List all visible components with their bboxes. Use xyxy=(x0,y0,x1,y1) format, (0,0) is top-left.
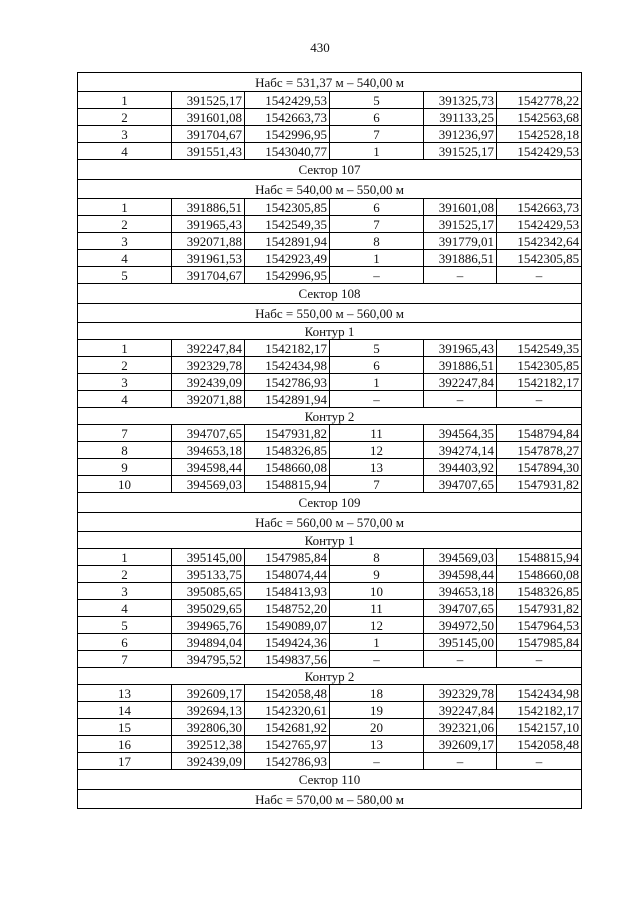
x-coordinate-cell: 394707,65 xyxy=(424,600,497,617)
point-number-cell: 7 xyxy=(78,425,172,442)
y-coordinate-cell: 1542786,93 xyxy=(245,374,330,391)
contour-heading-row xyxy=(78,668,582,685)
x-coordinate-cell: 394653,18 xyxy=(172,442,245,459)
point-number-cell: 1 xyxy=(330,250,424,267)
point-number-cell: 7 xyxy=(330,216,424,233)
table-row xyxy=(78,92,582,109)
coordinates-table xyxy=(77,72,582,809)
x-coordinate-cell: 391965,43 xyxy=(424,340,497,357)
point-number-cell: 8 xyxy=(78,442,172,459)
y-coordinate-cell: 1547964,53 xyxy=(497,617,582,634)
point-number-cell: 18 xyxy=(330,685,424,702)
y-coordinate-cell: 1542765,97 xyxy=(245,736,330,753)
table-row xyxy=(78,634,582,651)
contour-title: Контур 2 xyxy=(78,408,582,425)
y-coordinate-cell: 1547878,27 xyxy=(497,442,582,459)
y-coordinate-cell: 1542996,95 xyxy=(245,126,330,143)
y-coordinate-cell: 1542786,93 xyxy=(245,753,330,770)
y-coordinate-cell: 1542996,95 xyxy=(245,267,330,284)
table-row xyxy=(78,736,582,753)
y-coordinate-cell: 1542663,73 xyxy=(497,199,582,216)
x-coordinate-cell: 394707,65 xyxy=(172,425,245,442)
x-coordinate-cell: 395145,00 xyxy=(172,549,245,566)
x-coordinate-cell: 392247,84 xyxy=(172,340,245,357)
y-coordinate-cell: 1542157,10 xyxy=(497,719,582,736)
x-coordinate-cell: 392247,84 xyxy=(424,702,497,719)
x-coordinate-cell: 392806,30 xyxy=(172,719,245,736)
sector-heading-row xyxy=(78,770,582,790)
table-row xyxy=(78,702,582,719)
table-row xyxy=(78,199,582,216)
sector-heading-row xyxy=(78,493,582,513)
point-number-cell: 3 xyxy=(78,126,172,143)
x-coordinate-cell: 391236,97 xyxy=(424,126,497,143)
y-coordinate-cell: 1548794,84 xyxy=(497,425,582,442)
point-number-cell: 6 xyxy=(330,357,424,374)
altitude-range-label: Набс = 531,37 м – 540,00 м xyxy=(78,73,582,92)
y-coordinate-cell: 1548660,08 xyxy=(245,459,330,476)
x-coordinate-cell: 392609,17 xyxy=(172,685,245,702)
y-coordinate-cell: 1547985,84 xyxy=(497,634,582,651)
point-number-cell: 17 xyxy=(78,753,172,770)
point-number-cell: 12 xyxy=(330,617,424,634)
x-coordinate-cell: 391325,73 xyxy=(424,92,497,109)
x-coordinate-cell: 394894,04 xyxy=(172,634,245,651)
contour-title: Контур 1 xyxy=(78,532,582,549)
x-coordinate-cell: 394795,52 xyxy=(172,651,245,668)
point-number-cell: 1 xyxy=(330,374,424,391)
y-coordinate-cell: 1548326,85 xyxy=(497,583,582,600)
altitude-range-row xyxy=(78,304,582,323)
table-row xyxy=(78,600,582,617)
x-coordinate-cell: 391886,51 xyxy=(424,357,497,374)
point-number-cell: 10 xyxy=(330,583,424,600)
x-coordinate-cell: 394965,76 xyxy=(172,617,245,634)
point-number-cell: – xyxy=(330,651,424,668)
x-coordinate-cell: 395085,65 xyxy=(172,583,245,600)
table-row xyxy=(78,340,582,357)
y-coordinate-cell: 1547985,84 xyxy=(245,549,330,566)
point-number-cell: 4 xyxy=(78,250,172,267)
x-coordinate-cell: 392609,17 xyxy=(424,736,497,753)
x-coordinate-cell: 391779,01 xyxy=(424,233,497,250)
x-coordinate-cell: 391551,43 xyxy=(172,143,245,160)
x-coordinate-cell: 392329,78 xyxy=(172,357,245,374)
y-coordinate-cell: 1542429,53 xyxy=(245,92,330,109)
sector-heading-row xyxy=(78,284,582,304)
point-number-cell: – xyxy=(330,391,424,408)
point-number-cell: 1 xyxy=(78,199,172,216)
y-coordinate-cell: 1542305,85 xyxy=(245,199,330,216)
x-coordinate-cell: – xyxy=(424,267,497,284)
x-coordinate-cell: 394569,03 xyxy=(172,476,245,493)
y-coordinate-cell: 1547931,82 xyxy=(497,476,582,493)
y-coordinate-cell: 1548413,93 xyxy=(245,583,330,600)
point-number-cell: 7 xyxy=(78,651,172,668)
table-row xyxy=(78,476,582,493)
x-coordinate-cell: 392071,88 xyxy=(172,233,245,250)
point-number-cell: – xyxy=(330,753,424,770)
table-row xyxy=(78,216,582,233)
y-coordinate-cell: 1549089,07 xyxy=(245,617,330,634)
point-number-cell: 4 xyxy=(78,143,172,160)
point-number-cell: 2 xyxy=(78,216,172,233)
y-coordinate-cell: 1542182,17 xyxy=(245,340,330,357)
y-coordinate-cell: 1547894,30 xyxy=(497,459,582,476)
x-coordinate-cell: – xyxy=(424,391,497,408)
table-row xyxy=(78,685,582,702)
y-coordinate-cell: 1548815,94 xyxy=(245,476,330,493)
altitude-range-row xyxy=(78,513,582,532)
table-row xyxy=(78,583,582,600)
table-row xyxy=(78,442,582,459)
point-number-cell: 1 xyxy=(78,549,172,566)
x-coordinate-cell: 395145,00 xyxy=(424,634,497,651)
table-row xyxy=(78,651,582,668)
point-number-cell: 4 xyxy=(78,600,172,617)
point-number-cell: 1 xyxy=(78,92,172,109)
y-coordinate-cell: 1542663,73 xyxy=(245,109,330,126)
table-row xyxy=(78,617,582,634)
y-coordinate-cell: 1548074,44 xyxy=(245,566,330,583)
x-coordinate-cell: 392247,84 xyxy=(424,374,497,391)
table-row xyxy=(78,549,582,566)
point-number-cell: 1 xyxy=(330,634,424,651)
point-number-cell: 14 xyxy=(78,702,172,719)
y-coordinate-cell: – xyxy=(497,267,582,284)
sector-title: Сектор 107 xyxy=(78,160,582,180)
point-number-cell: 1 xyxy=(78,340,172,357)
x-coordinate-cell: 391961,53 xyxy=(172,250,245,267)
point-number-cell: 6 xyxy=(78,634,172,651)
y-coordinate-cell: 1547931,82 xyxy=(497,600,582,617)
y-coordinate-cell: 1548815,94 xyxy=(497,549,582,566)
x-coordinate-cell: 395133,75 xyxy=(172,566,245,583)
x-coordinate-cell: 394403,92 xyxy=(424,459,497,476)
point-number-cell: 3 xyxy=(78,233,172,250)
x-coordinate-cell: – xyxy=(424,651,497,668)
point-number-cell: 13 xyxy=(330,459,424,476)
x-coordinate-cell: 395029,65 xyxy=(172,600,245,617)
point-number-cell: 2 xyxy=(78,109,172,126)
y-coordinate-cell: 1542429,53 xyxy=(497,143,582,160)
table-row xyxy=(78,459,582,476)
x-coordinate-cell: 391525,17 xyxy=(424,216,497,233)
altitude-range-label: Набс = 560,00 м – 570,00 м xyxy=(78,513,582,532)
y-coordinate-cell: 1542182,17 xyxy=(497,374,582,391)
y-coordinate-cell: 1542434,98 xyxy=(245,357,330,374)
table-row xyxy=(78,719,582,736)
x-coordinate-cell: – xyxy=(424,753,497,770)
point-number-cell: 11 xyxy=(330,425,424,442)
y-coordinate-cell: 1542305,85 xyxy=(497,250,582,267)
y-coordinate-cell: 1542528,18 xyxy=(497,126,582,143)
x-coordinate-cell: 391525,17 xyxy=(424,143,497,160)
x-coordinate-cell: 391601,08 xyxy=(172,109,245,126)
contour-heading-row xyxy=(78,408,582,425)
altitude-range-row xyxy=(78,790,582,809)
y-coordinate-cell: 1542891,94 xyxy=(245,233,330,250)
table-row xyxy=(78,425,582,442)
x-coordinate-cell: 392071,88 xyxy=(172,391,245,408)
x-coordinate-cell: 394598,44 xyxy=(172,459,245,476)
x-coordinate-cell: 391525,17 xyxy=(172,92,245,109)
point-number-cell: 19 xyxy=(330,702,424,719)
point-number-cell: 10 xyxy=(78,476,172,493)
point-number-cell: 2 xyxy=(78,566,172,583)
point-number-cell: 6 xyxy=(330,109,424,126)
table-row xyxy=(78,753,582,770)
y-coordinate-cell: 1549837,56 xyxy=(245,651,330,668)
point-number-cell: 7 xyxy=(330,476,424,493)
table-row xyxy=(78,233,582,250)
y-coordinate-cell: 1542891,94 xyxy=(245,391,330,408)
table-row xyxy=(78,391,582,408)
y-coordinate-cell: 1542681,92 xyxy=(245,719,330,736)
y-coordinate-cell: 1542305,85 xyxy=(497,357,582,374)
point-number-cell: 12 xyxy=(330,442,424,459)
point-number-cell: 5 xyxy=(330,92,424,109)
x-coordinate-cell: 392329,78 xyxy=(424,685,497,702)
point-number-cell: 7 xyxy=(330,126,424,143)
point-number-cell: 13 xyxy=(330,736,424,753)
altitude-range-row xyxy=(78,180,582,199)
point-number-cell: 13 xyxy=(78,685,172,702)
x-coordinate-cell: 392321,06 xyxy=(424,719,497,736)
y-coordinate-cell: 1542182,17 xyxy=(497,702,582,719)
y-coordinate-cell: 1542434,98 xyxy=(497,685,582,702)
x-coordinate-cell: 394653,18 xyxy=(424,583,497,600)
y-coordinate-cell: 1548326,85 xyxy=(245,442,330,459)
y-coordinate-cell: 1542563,68 xyxy=(497,109,582,126)
x-coordinate-cell: 391704,67 xyxy=(172,126,245,143)
altitude-range-label: Набс = 550,00 м – 560,00 м xyxy=(78,304,582,323)
x-coordinate-cell: 394569,03 xyxy=(424,549,497,566)
x-coordinate-cell: 391965,43 xyxy=(172,216,245,233)
x-coordinate-cell: 392439,09 xyxy=(172,753,245,770)
point-number-cell: 9 xyxy=(330,566,424,583)
altitude-range-row xyxy=(78,73,582,92)
point-number-cell: 5 xyxy=(78,267,172,284)
x-coordinate-cell: 394598,44 xyxy=(424,566,497,583)
table-row xyxy=(78,566,582,583)
y-coordinate-cell: – xyxy=(497,753,582,770)
point-number-cell: – xyxy=(330,267,424,284)
sector-title: Сектор 109 xyxy=(78,493,582,513)
y-coordinate-cell: 1542058,48 xyxy=(245,685,330,702)
altitude-range-label: Набс = 540,00 м – 550,00 м xyxy=(78,180,582,199)
y-coordinate-cell: 1542342,64 xyxy=(497,233,582,250)
table-row xyxy=(78,267,582,284)
x-coordinate-cell: 394274,14 xyxy=(424,442,497,459)
point-number-cell: 15 xyxy=(78,719,172,736)
point-number-cell: 8 xyxy=(330,549,424,566)
y-coordinate-cell: – xyxy=(497,391,582,408)
point-number-cell: 16 xyxy=(78,736,172,753)
table-row xyxy=(78,374,582,391)
table-row xyxy=(78,250,582,267)
table-row xyxy=(78,126,582,143)
x-coordinate-cell: 394707,65 xyxy=(424,476,497,493)
sector-heading-row xyxy=(78,160,582,180)
y-coordinate-cell: 1542429,53 xyxy=(497,216,582,233)
point-number-cell: 11 xyxy=(330,600,424,617)
altitude-range-label: Набс = 570,00 м – 580,00 м xyxy=(78,790,582,809)
y-coordinate-cell: 1548752,20 xyxy=(245,600,330,617)
point-number-cell: 3 xyxy=(78,583,172,600)
table-row xyxy=(78,357,582,374)
x-coordinate-cell: 391886,51 xyxy=(424,250,497,267)
x-coordinate-cell: 392512,38 xyxy=(172,736,245,753)
x-coordinate-cell: 391601,08 xyxy=(424,199,497,216)
x-coordinate-cell: 392694,13 xyxy=(172,702,245,719)
x-coordinate-cell: 392439,09 xyxy=(172,374,245,391)
y-coordinate-cell: 1548660,08 xyxy=(497,566,582,583)
contour-heading-row xyxy=(78,323,582,340)
point-number-cell: 5 xyxy=(78,617,172,634)
contour-title: Контур 2 xyxy=(78,668,582,685)
table-row xyxy=(78,109,582,126)
contour-title: Контур 1 xyxy=(78,323,582,340)
y-coordinate-cell: 1542320,61 xyxy=(245,702,330,719)
y-coordinate-cell: 1542778,22 xyxy=(497,92,582,109)
point-number-cell: 2 xyxy=(78,357,172,374)
y-coordinate-cell: – xyxy=(497,651,582,668)
contour-heading-row xyxy=(78,532,582,549)
y-coordinate-cell: 1543040,77 xyxy=(245,143,330,160)
point-number-cell: 5 xyxy=(330,340,424,357)
page-number: 430 xyxy=(310,40,330,55)
x-coordinate-cell: 391133,25 xyxy=(424,109,497,126)
point-number-cell: 20 xyxy=(330,719,424,736)
y-coordinate-cell: 1549424,36 xyxy=(245,634,330,651)
point-number-cell: 1 xyxy=(330,143,424,160)
x-coordinate-cell: 394972,50 xyxy=(424,617,497,634)
point-number-cell: 3 xyxy=(78,374,172,391)
point-number-cell: 8 xyxy=(330,233,424,250)
sector-title: Сектор 108 xyxy=(78,284,582,304)
x-coordinate-cell: 391886,51 xyxy=(172,199,245,216)
x-coordinate-cell: 391704,67 xyxy=(172,267,245,284)
y-coordinate-cell: 1542549,35 xyxy=(245,216,330,233)
y-coordinate-cell: 1542058,48 xyxy=(497,736,582,753)
point-number-cell: 9 xyxy=(78,459,172,476)
x-coordinate-cell: 394564,35 xyxy=(424,425,497,442)
point-number-cell: 6 xyxy=(330,199,424,216)
y-coordinate-cell: 1542923,49 xyxy=(245,250,330,267)
table-row xyxy=(78,143,582,160)
y-coordinate-cell: 1547931,82 xyxy=(245,425,330,442)
y-coordinate-cell: 1542549,35 xyxy=(497,340,582,357)
point-number-cell: 4 xyxy=(78,391,172,408)
sector-title: Сектор 110 xyxy=(78,770,582,790)
